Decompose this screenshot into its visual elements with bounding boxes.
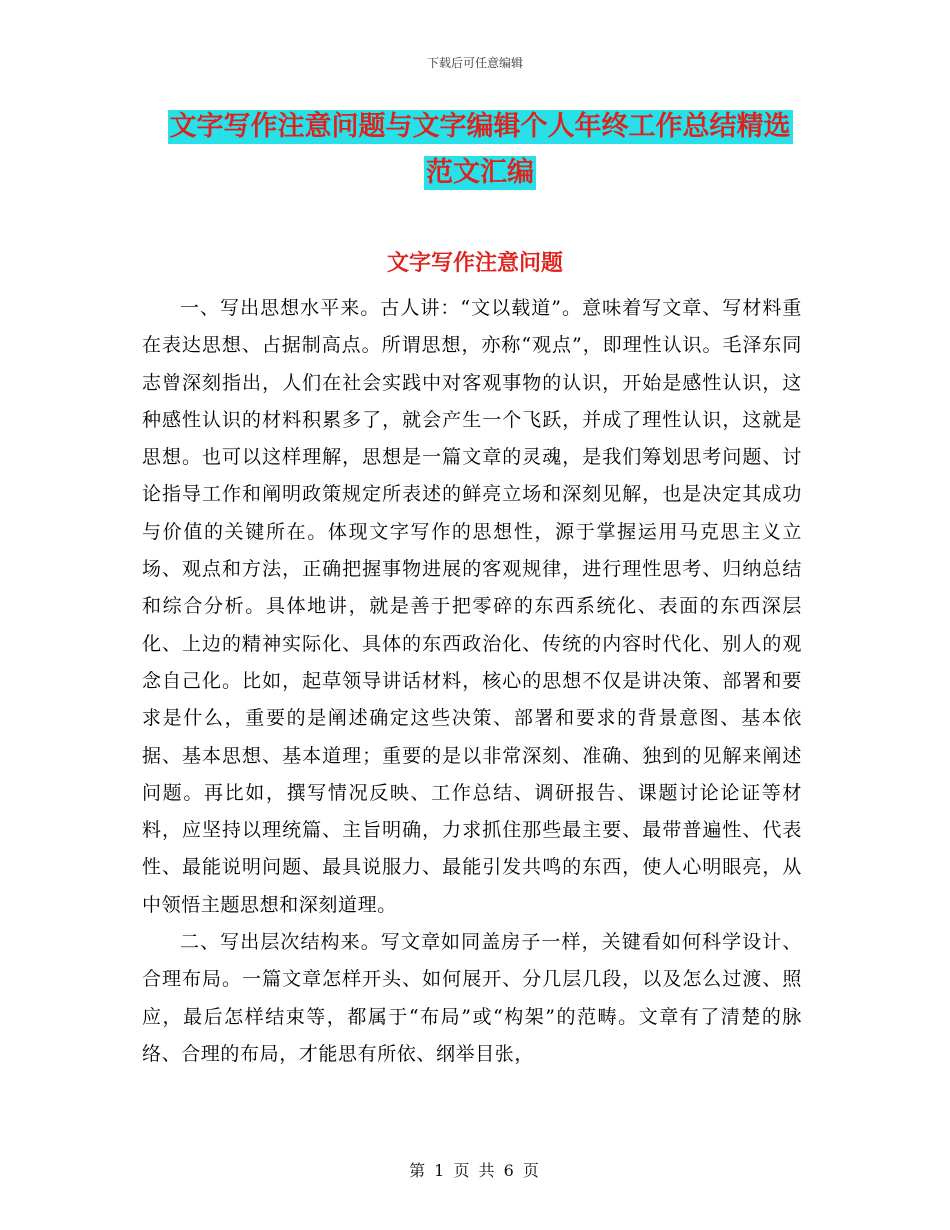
paragraph: 一、写出思想水平来。古人讲：“文以载道”。意味着写文章、写材料重在表达思想、占据制高点。所谓思想，亦称“观点”，即理性认识。毛泽东同志曾深刻指出，人们在社会实践中对客观事物的认识，开始是感性认识，这种感性认识的材料积累多了，就会产生一个飞跃，并成了理性认识，这就是思想。也可以这样理解，思想是一篇文章的灵魂，是我们筹划思考问题、讨论指导工作和阐明政策规定所表述的鲜亮立场和深刻见解，也是决定其成功与价值的关键所在。体现文字写作的思想性，源于掌握运用马克思主义立场、观点和方法，正确把握事物进展的客观规律，进行理性思考、归纳总结和综合分析。具体地讲，就是善于把零碎的东西系统化、表面的东西深层化、上边的精神实际化、具体的东西政治化、传统的内容时代化、别人的观念自己化。比如，起草领导讲话材料，核心的思想不仅是讲决策、部署和要求是什么，重要的是阐述确定这些决策、部署和要求的背景意图、基本依据、基本思想、基本道理；重要的是以非常深刻、准确、独到的见解来阐述问题。再比如，撰写情况反映、工作总结、调研报告、课题讨论论证等材料，应坚持以理统篇、主旨明确，力求抓住那些最主要、最带普遍性、代表性、最能说明问题、最具说服力、最能引发共鸣的东西，使人心明眼亮，从中领悟主题思想和深刻道理。 [142,297,802,916]
document-body [142,290,802,1073]
title-line-1: 文字写作注意问题与文字编辑个人年终工作总结精选 [169,111,791,142]
page-number: 第 1 页 共 6 页 [409,1161,541,1180]
section-heading: 文字写作注意问题 [386,251,563,276]
header-note: 下载后可任意编辑 [426,56,523,70]
paragraph: 二、写出层次结构来。写文章如同盖房子一样，关键看如何科学设计、合理布局。一篇文章怎样开头、如何展开、分几层几段，以及怎么过渡、照应，最后怎样结束等，都属于“布局”或“构架”的范畴。文章有了清楚的脉络、合理的布局，才能思有所依、纲举目张， [142,931,802,1065]
title-line-2: 范文汇编 [426,157,534,188]
document-title [140,110,820,190]
